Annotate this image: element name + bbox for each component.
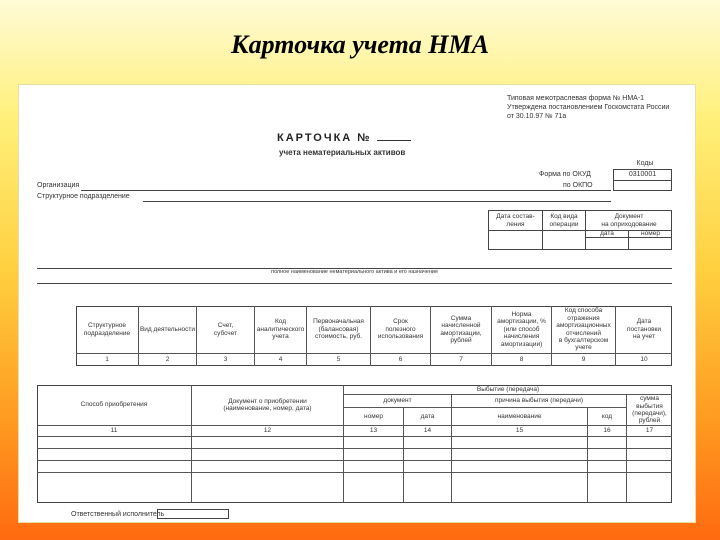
bottom-table-row-3-cell-1 bbox=[37, 461, 192, 473]
footer-field[interactable] bbox=[157, 509, 229, 519]
slide-title: Карточка учета НМА bbox=[231, 30, 489, 59]
bottom-table-row-1-cell-6 bbox=[588, 437, 627, 449]
okpo-label: по ОКПО bbox=[563, 182, 593, 189]
bottom-table-row-3-cell-2 bbox=[192, 461, 344, 473]
main-table-col-number-4: 4 bbox=[255, 354, 307, 366]
bottom-table-row-2-cell-6 bbox=[588, 449, 627, 461]
main-table-col-number-3: 3 bbox=[197, 354, 255, 366]
small-table-sub-number: номер bbox=[641, 231, 660, 237]
bottom-table-row-2-cell-1 bbox=[37, 449, 192, 461]
bottom-table-row-1-cell-7 bbox=[627, 437, 672, 449]
bottom-table-row-2-cell-2 bbox=[192, 449, 344, 461]
main-table-col-number-10: 10 bbox=[640, 356, 648, 364]
document-page bbox=[19, 85, 695, 522]
bottom-col-number-11: 11 bbox=[37, 426, 192, 437]
card-number-field[interactable] bbox=[377, 133, 411, 141]
small-table-col-doc: Документ на оприходование bbox=[601, 213, 657, 228]
approval-line-1: Типовая межотраслевая форма № НМА-1 bbox=[507, 95, 645, 102]
bottom-table-row-3-cell-7 bbox=[627, 461, 672, 473]
okud-label: Форма по ОКУД bbox=[539, 171, 591, 178]
main-table-header-8: Норма амортизации, % (или способ начисления амортизации) bbox=[492, 306, 552, 354]
bottom-header-method: Способ приобретения bbox=[37, 385, 192, 426]
codes-header: Коды bbox=[636, 160, 654, 167]
small-table-col-date: Дата состав- ления bbox=[496, 213, 535, 228]
card-subtitle: учета нематериальных активов bbox=[279, 148, 406, 157]
bottom-table-row-2-cell-5 bbox=[452, 449, 588, 461]
bottom-table-row-1-cell-5 bbox=[452, 437, 588, 449]
main-table-header-7: Сумма начисленной амортизации, рублей bbox=[431, 306, 492, 354]
okud-code: 0310001 bbox=[628, 171, 657, 178]
main-table-header-3: Счет, субсчет bbox=[197, 306, 255, 354]
bottom-sub-reason-name: наименование bbox=[452, 408, 588, 426]
organization-field[interactable] bbox=[81, 190, 611, 191]
bottom-col-number-14: 14 bbox=[404, 426, 452, 437]
bottom-sub-date: дата bbox=[404, 408, 452, 426]
bottom-table-row-4-cell-2 bbox=[192, 473, 344, 503]
main-table-col-number-6: 6 bbox=[371, 354, 431, 366]
main-table-header-1: Структурное подразделение bbox=[76, 306, 139, 354]
main-table-header-10: Дата постановки на учет bbox=[616, 306, 672, 354]
department-field[interactable] bbox=[143, 201, 611, 202]
main-table-col-number-5: 5 bbox=[307, 354, 371, 366]
bottom-table-row-2-cell-4 bbox=[404, 449, 452, 461]
main-table-col-number-2: 2 bbox=[139, 354, 197, 366]
bottom-table-row-1-cell-1 bbox=[37, 437, 192, 449]
bottom-table-row-2-cell-7 bbox=[627, 449, 672, 461]
approval-line-2: Утверждена постановлением Госкомстата России bbox=[507, 104, 670, 111]
bottom-sub-number: номер bbox=[344, 408, 404, 426]
bottom-table-row-4-cell-5 bbox=[452, 473, 588, 503]
bottom-col-number-13: 13 bbox=[344, 426, 404, 437]
bottom-col-number-15: 15 bbox=[452, 426, 588, 437]
main-table-header-9: Код способа отражения амортизационных отчислений в бухгалтерском учете bbox=[552, 306, 616, 354]
main-table-col-number-1: 1 bbox=[76, 354, 139, 366]
bottom-header-sum: сумма выбытия (передачи), рублей bbox=[627, 395, 672, 426]
bottom-table-row-3-cell-4 bbox=[404, 461, 452, 473]
main-table-col-number-8: 8 bbox=[492, 354, 552, 366]
card-title-text: КАРТОЧКА № bbox=[277, 132, 372, 144]
main-table-header-4: Код аналитического учета bbox=[255, 306, 307, 354]
bottom-table-row-4-cell-3 bbox=[344, 473, 404, 503]
bottom-table-row-2-cell-3 bbox=[344, 449, 404, 461]
bottom-table-row-3-cell-5 bbox=[452, 461, 588, 473]
small-table-col-op-code: Код вида операции bbox=[549, 213, 579, 228]
approval-line-3: от 30.10.97 № 71а bbox=[507, 113, 567, 120]
bottom-header-reason: причина выбытия (передачи) bbox=[452, 395, 627, 408]
main-table-col-number-7: 7 bbox=[431, 354, 492, 366]
department-label: Структурное подразделение bbox=[37, 193, 130, 200]
main-table-header-6: Срок полезного использования bbox=[371, 306, 431, 354]
bottom-table-row-3-cell-3 bbox=[344, 461, 404, 473]
main-table-col-number-9: 9 bbox=[552, 354, 616, 366]
bottom-table-row-4-cell-1 bbox=[37, 473, 192, 503]
bottom-col-number-17: 17 bbox=[627, 426, 672, 437]
bottom-table-row-1-cell-3 bbox=[344, 437, 404, 449]
asset-name-caption: полное наименование нематериального актива и его назначение bbox=[270, 269, 438, 275]
bottom-table-row-1-cell-4 bbox=[404, 437, 452, 449]
card-title bbox=[277, 132, 411, 145]
small-table-sub-date: дата bbox=[600, 231, 614, 237]
bottom-col-number-12: 12 bbox=[192, 426, 344, 437]
footer-label: Ответственный исполнитель bbox=[71, 511, 165, 518]
main-table-header-2: Вид деятельности bbox=[139, 306, 197, 354]
bottom-header-document: Документ о приобретении (наименование, номер, дата) bbox=[192, 385, 344, 426]
bottom-table-row-1-cell-2 bbox=[192, 437, 344, 449]
bottom-table-row-4-cell-6 bbox=[588, 473, 627, 503]
bottom-table-row-4-cell-4 bbox=[404, 473, 452, 503]
bottom-header-doc2: документ bbox=[344, 395, 452, 408]
bottom-header-disposal: Выбытие (передача) bbox=[344, 385, 672, 395]
main-table-header-5: Первоначальная (балансовая) стоимость, руб. bbox=[307, 306, 371, 354]
bottom-table-row-3-cell-6 bbox=[588, 461, 627, 473]
bottom-table-row-4-cell-7 bbox=[627, 473, 672, 503]
organization-label: Организация bbox=[37, 182, 80, 189]
bottom-sub-reason-code: код bbox=[588, 408, 627, 426]
bottom-col-number-16: 16 bbox=[588, 426, 627, 437]
